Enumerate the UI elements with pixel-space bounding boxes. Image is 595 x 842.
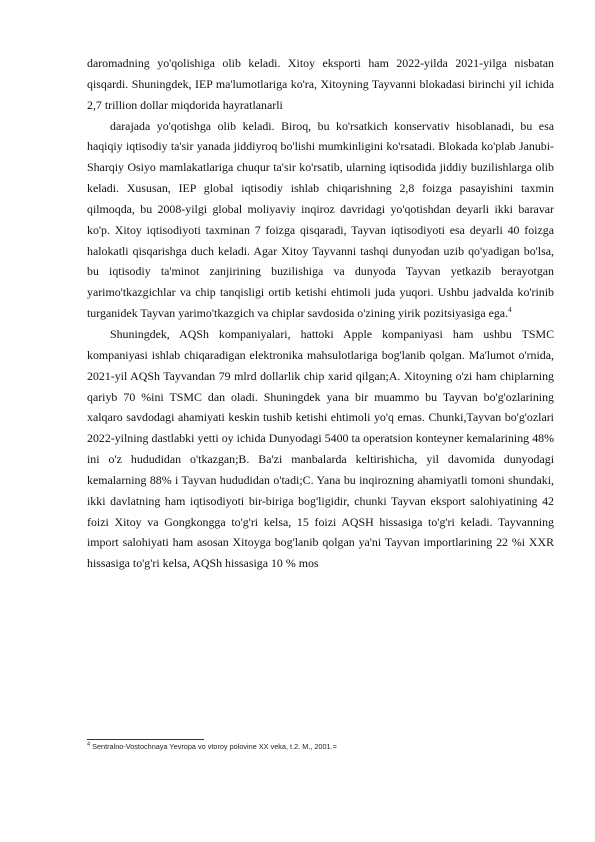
- footnote-divider: [87, 739, 204, 740]
- paragraph-us-companies: Shuningdek, AQSh kompaniyalari, hattoki Apple kompaniyasi ham ushbu TSMC kompaniyasi ishlab chiqaradigan elektronika mahsulotlariga bog'lanib qolgan. Ma'lumot o'rnida, 2021-yil AQSh Tayvandan 79 mlrd dollarlik chip xarid qilgan;A. Xitoyning o'zi ham chiplarning qariyb 70 %ini TSMC dan oladi. Shuningdek yana bir muammo bu Tayvan bo'g'ozlarining xalqaro savdodagi ahamiyati keskin tushib ketishi ehtimoli yo'q emas. Chunki,Tayvan bo'g'ozlari 2022-yilning dastlabki yetti oy ichida Dunyodagi 5400 ta operatsion konteyner kemalarining 48% ini o'z hududidan o'tkazgan;B. Ba'zi manbalarda keltirishicha, yil davomida dunyodagi kemalarning 88% i Tayvan hududidan o'tadi;C. Yana bu inqirozning ahamiyatli tomoni shundaki, ikki davlatning ham iqtisodiyoti bir-biriga bog'ligidir, chunki Tayvan eksport salohiyatining 42 foizi Xitoy va Gongkongga to'g'ri kelsa, 15 foizi AQSH hissasiga to'g'ri keladi. Tayvanning import salohiyati ham asosan Xitoyga bog'lanib qolgan ya'ni Tayvan importlarining 22 %i XXR hissasiga to'g'ri kelsa, AQSh hissasiga 10 % mos: [87, 326, 554, 571]
- page-body: [87, 53, 554, 574]
- paragraph-continuation: daromadning yo'qolishiga olib keladi. Xitoy eksporti ham 2022-yilda 2021-yilga nisbatan qisqardi. Shuningdek, IEP ma'lumotlariga ko'ra, Xitoyning Tayvanni blokadasi birinchi yil ichida 2,7 trillion dollar miqdorida hayratlanarli: [87, 56, 554, 112]
- footnote-reference[interactable]: 4: [508, 306, 512, 315]
- paragraph-text: darajada yo'qotishga olib keladi. Biroq, bu ko'rsatkich konservativ hisoblanadi, bu esa haqiqiy iqtisodiy ta'sir yanada jiddiyroq bo'lishi mumkinligini ko'rsatadi. Blokada ko'plab Janubi-Sharqiy Osiyo mamlakatlariga chuqur ta'sir ko'rsatib, ularning iqtisodida jiddiy buzilishlarga olib keladi. Xususan, IEP global iqtisodiy ishlab chiqarishning 2,8 foizga pasayishini taxmin qilmoqda, bu 2008-yilgi global moliyaviy inqiroz davridagi yo'qotishdan deyarli ikki baravar ko'p. Xitoy iqtisodiyoti taxminan 7 foizga qisqaradi, Tayvan iqtisodiyoti esa deyarli 40 foizga halokatli qisqarishga duch keladi. Agar Xitoy Tayvanni tashqi dunyodan uzib qo'yadigan bo'lsa, bu iqtisodiy ta'minot zanjirining buzilishiga va dunyoda Tayvan yetkazib berayotgan yarimo'tkazgichlar va chip tanqisligi ortib ketishi ehtimoli juda yuqori. Ushbu jadvalda ko'rinib turganidek Tayvan yarimo'tkazgich va chiplar savdosida o'zining yirik pozitsiyasiga ega.: [87, 118, 554, 321]
- footnote-number: 4: [87, 741, 91, 748]
- footnote: [87, 742, 554, 752]
- paragraph-blockade-impact: [87, 116, 554, 324]
- footnote-text: Sentralno-Vostochnaya Yevropa vo vtoroy polovine XX veka, t.2. M., 2001.=: [90, 742, 337, 751]
